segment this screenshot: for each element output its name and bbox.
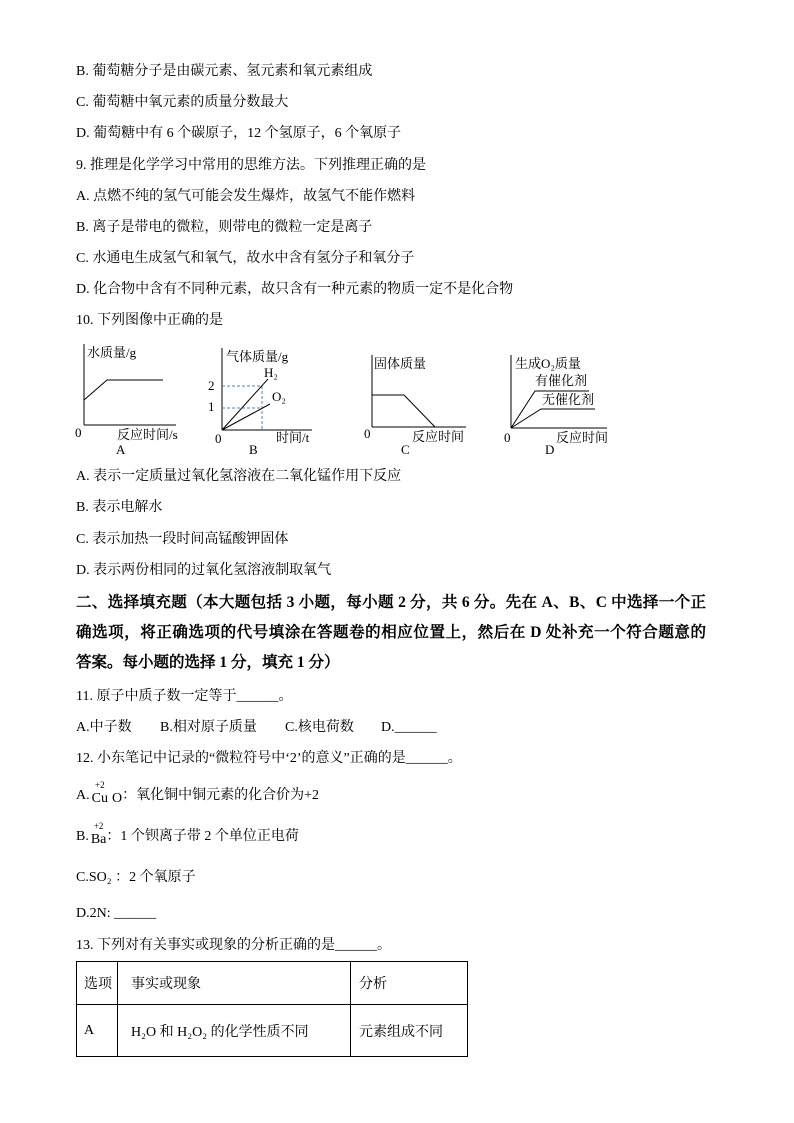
- figure-b-tick-1: 1: [208, 399, 215, 414]
- figure-b-caption: B: [249, 442, 258, 457]
- q9-option-d: D. 化合物中含有不同种元素，故只含有一种元素的物质一定不是化合物: [76, 282, 514, 297]
- figure-c-curve: [372, 395, 435, 427]
- table-cell-fact: H₂O 和 H₂O₂ 的化学性质不同: [118, 1005, 351, 1057]
- table-header-row: [77, 962, 468, 1005]
- figure-b: [208, 348, 312, 457]
- figure-a-caption: A: [116, 442, 126, 457]
- table-header-fact: 事实或现象: [118, 962, 351, 1005]
- q12-option-b-text: ：1 个钡离子带 2 个单位正电荷: [106, 829, 299, 844]
- figure-d-label-without-catalyst: 无催化剂: [542, 392, 595, 407]
- q12-option-b: [76, 821, 299, 847]
- q12-option-b-valence-formula: [90, 821, 107, 847]
- figure-a-x-label: 反应时间/s: [117, 427, 178, 442]
- q12-option-a-valence-formula: [91, 780, 108, 806]
- figure-d-curve-without-catalyst: [511, 409, 595, 428]
- q10-stem: 10. 下列图像中正确的是: [76, 313, 223, 328]
- q8-option-c: C. 葡萄糖中氧元素的质量分数最大: [76, 95, 289, 110]
- q8-option-b: B. 葡萄糖分子是由碳元素、氢元素和氧元素组成: [76, 64, 373, 79]
- figure-d-label-with-catalyst: 有催化剂: [535, 373, 588, 388]
- q12-option-b-element: Ba: [90, 832, 107, 847]
- q13-table: [76, 961, 468, 1057]
- q12-option-c: C.SO₂ ：2 个氧原子: [76, 870, 196, 885]
- figure-d-x-label: 反应时间: [556, 430, 609, 445]
- q11-stem: 11. 原子中质子数一定等于______。: [76, 689, 293, 704]
- q11-option-c: C.核电荷数: [285, 720, 354, 735]
- q11-option-a: A.中子数: [76, 720, 132, 735]
- figure-c-origin: 0: [364, 426, 371, 441]
- table-row: [77, 1005, 468, 1057]
- q9-option-a: A. 点燃不纯的氢气可能会发生爆炸，故氢气不能作燃料: [76, 189, 416, 204]
- q12-option-a-formula-rest: O: [111, 791, 123, 806]
- q12-option-a-text: ：氧化铜中铜元素的化合价为+2: [122, 788, 319, 803]
- q12-stem: 12. 小东笔记中记录的“微粒符号中‘2’的意义”正确的是______。: [76, 751, 462, 766]
- q12-option-b-valence: +2: [93, 821, 104, 831]
- figure-d-caption: D: [545, 442, 555, 457]
- q12-option-b-letter: B.: [76, 829, 89, 844]
- figure-c-x-label: 反应时间: [412, 429, 465, 444]
- q10-option-d: D. 表示两份相同的过氧化氢溶液制取氧气: [76, 563, 332, 578]
- table-cell-analysis: 元素组成不同: [351, 1005, 468, 1057]
- figure-b-label-o2: O₂: [272, 389, 286, 404]
- figure-c-caption: C: [401, 442, 410, 457]
- q10-option-a: A. 表示一定质量过氧化氢溶液在二氧化锰作用下反应: [76, 469, 402, 484]
- figure-c: [364, 355, 466, 457]
- q11-option-b: B.相对原子质量: [160, 720, 257, 735]
- q9-option-b: B. 离子是带电的微粒，则带电的微粒一定是离子: [76, 220, 373, 235]
- q12-option-a-element: Cu: [91, 791, 108, 806]
- table-header-analysis: 分析: [351, 962, 468, 1005]
- section-heading-line-1: 二、选择填充题（本大题包括 3 小题，每小题 2 分，共 6 分。先在 A、B、C 中选择一个正: [76, 594, 706, 611]
- table-cell-option: A: [77, 1005, 118, 1057]
- figure-b-curve-h2: [222, 379, 268, 430]
- figure-d-origin: 0: [504, 430, 511, 445]
- q10-figures: [60, 335, 620, 460]
- figure-b-origin: 0: [215, 431, 222, 446]
- figure-a-curve: [84, 380, 163, 400]
- figure-b-y-label: 气体质量/g: [226, 349, 289, 364]
- q13-stem: 13. 下列对有关事实或现象的分析正确的是______。: [76, 938, 391, 953]
- figure-b-tick-2: 2: [208, 378, 215, 393]
- q8-option-d: D. 葡萄糖中有 6 个碳原子，12 个氢原子，6 个氧原子: [76, 126, 402, 141]
- q9-stem: 9. 推理是化学学习中常用的思维方法。下列推理正确的是: [76, 158, 426, 173]
- figure-d-y-label: 生成O₂质量: [515, 356, 581, 371]
- figure-c-y-label: 固体质量: [374, 356, 427, 371]
- q12-option-a-valence: +2: [95, 780, 105, 790]
- q9-option-c: C. 水通电生成氢气和氧气，故水中含有氢分子和氧分子: [76, 251, 415, 266]
- figure-a: [75, 344, 178, 457]
- q10-option-c: C. 表示加热一段时间高锰酸钾固体: [76, 532, 289, 547]
- figure-b-x-label: 时间/t: [276, 430, 310, 445]
- figure-a-y-label: 水质量/g: [87, 345, 137, 360]
- q10-option-b: B. 表示电解水: [76, 500, 163, 515]
- q11-option-d: D.______: [381, 720, 437, 735]
- figure-a-origin: 0: [75, 425, 82, 440]
- figure-d: [504, 355, 608, 457]
- section-heading-line-3: 答案。每小题的选择 1 分，填充 1 分）: [76, 654, 340, 671]
- table-header-option: 选项: [77, 962, 118, 1005]
- q12-option-d: D.2N: ______: [76, 906, 157, 921]
- figure-b-label-h2: H₂: [264, 365, 278, 380]
- q12-option-a-letter: A.: [76, 788, 90, 803]
- q12-option-a: [76, 780, 319, 806]
- section-heading-line-2: 确选项，将正确选项的代号填涂在答题卷的相应位置上，然后在 D 处补充一个符合题意的: [76, 624, 706, 641]
